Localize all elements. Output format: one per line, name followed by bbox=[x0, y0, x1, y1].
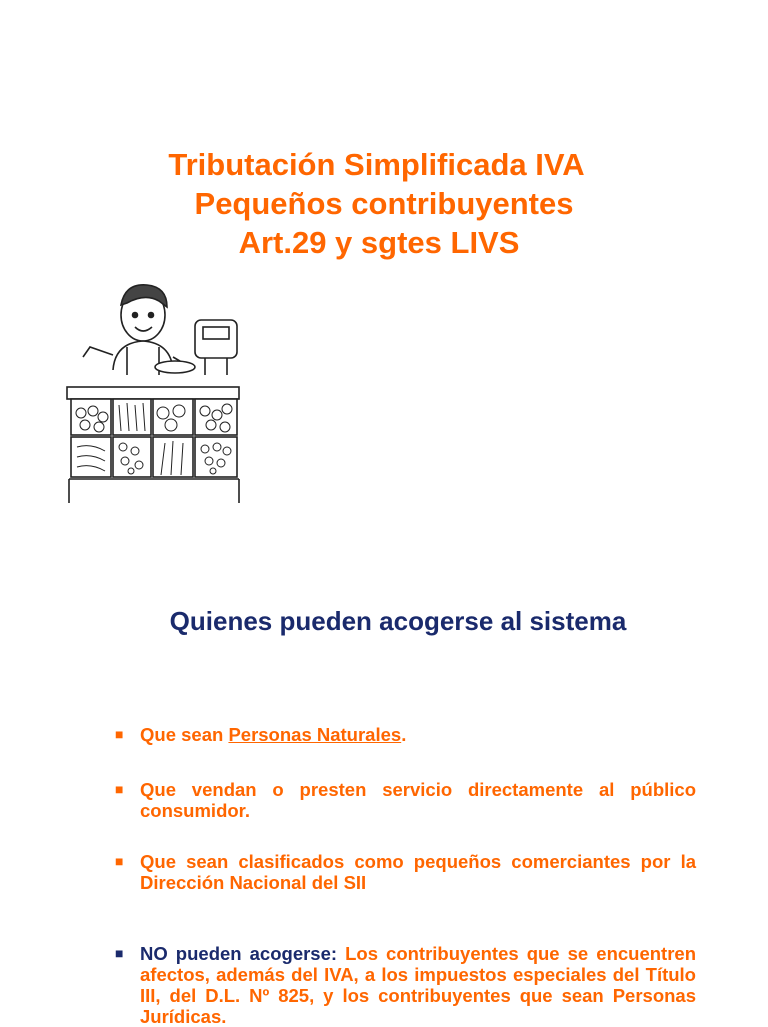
bullet-icon: ■ bbox=[115, 853, 124, 869]
slide-title bbox=[0, 145, 768, 262]
list-item bbox=[115, 779, 696, 821]
bullet-icon: ■ bbox=[115, 781, 124, 797]
section-subtitle: Quienes pueden acogerse al sistema bbox=[169, 606, 627, 636]
bullet-icon: ■ bbox=[115, 945, 124, 961]
criteria-list bbox=[115, 724, 696, 1027]
title-line-3: Art.29 y sgtes LIVS bbox=[238, 225, 520, 260]
bullet-text: Que sean clasificados como pequeños comerciantes por la Dirección Nacional del SII bbox=[140, 851, 696, 893]
title-line-1: Tributación Simplificada IVA bbox=[168, 147, 585, 182]
bullet-lead-text: NO pueden acogerse: bbox=[140, 943, 338, 964]
bullet-text: Los contribuyentes que se encuentren afectos, además del IVA, a los impuestos especiales del Título III, del D.L. Nº 825, y los contribuyentes que sean Personas Jurídicas. bbox=[140, 943, 696, 1027]
bullet-text: Que vendan o presten servicio directamente al público consumidor. bbox=[140, 779, 696, 821]
title-line-2: Pequeños contribuyentes bbox=[194, 186, 574, 221]
list-item bbox=[115, 851, 696, 893]
list-item bbox=[115, 943, 696, 1027]
shopkeeper-illustration bbox=[55, 275, 255, 510]
bullet-text-prefix: Que sean bbox=[140, 724, 229, 745]
personas-naturales-link[interactable]: Personas Naturales bbox=[228, 724, 402, 745]
bullet-icon: ■ bbox=[115, 726, 124, 742]
bullet-text-suffix: . bbox=[401, 724, 407, 745]
list-item bbox=[115, 724, 696, 745]
